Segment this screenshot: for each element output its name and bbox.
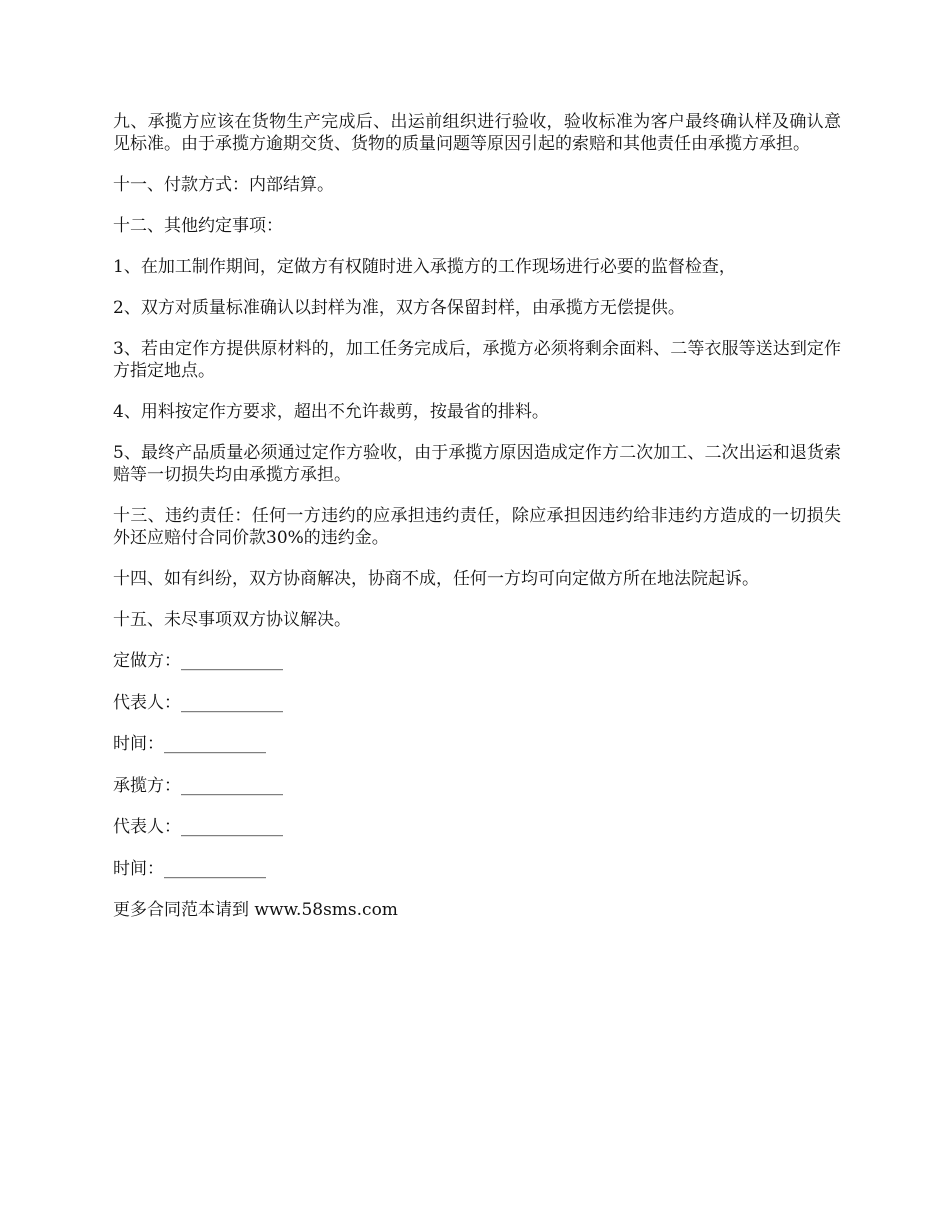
- signature-contractor-date: 时间：____________: [113, 858, 266, 879]
- clause-12-item-5: 5、最终产品质量必须通过定作方验收，由于承揽方原因造成定作方二次加工、二次出运和退货索赔等一切损失均由承揽方承担。: [113, 443, 841, 485]
- signature-orderer-date: 时间：____________: [113, 734, 266, 754]
- signature-contractor-representative: 代表人：____________: [113, 817, 283, 837]
- clause-9-acceptance: 九、承揽方应该在货物生产完成后、出运前组织进行验收，验收标准为客户最终确认样及确认意见标准。由于承揽方逾期交货、货物的质量问题等原因引起的索赔和其他责任由承揽方承担。: [113, 112, 841, 154]
- clause-12-item-2: 2、双方对质量标准确认以封样为准，双方各保留封样，由承揽方无偿提供。: [113, 298, 685, 318]
- clause-14-disputes: 十四、如有纠纷，双方协商解决，协商不成，任何一方均可向定做方所在地法院起诉。: [113, 569, 759, 589]
- footer-link-text: 更多合同范本请到 www.58sms.com: [113, 900, 398, 920]
- clause-12-item-4: 4、用料按定作方要求，超出不允许裁剪，按最省的排料。: [113, 402, 549, 422]
- clause-12-heading: 十二、其他约定事项：: [113, 216, 283, 236]
- document-page: [113, 111, 841, 941]
- signature-contractor: 承揽方：____________: [113, 775, 283, 796]
- clause-11-payment: 十一、付款方式：内部结算。: [113, 175, 334, 195]
- signature-orderer: 定做方：____________: [113, 651, 283, 671]
- clause-15-other: 十五、未尽事项双方协议解决。: [113, 610, 351, 630]
- clause-12-item-3: 3、若由定作方提供原材料的，加工任务完成后，承揽方必须将剩余面料、二等衣服等送达到定作方指定地点。: [113, 339, 841, 381]
- clause-12-item-1: 1、在加工制作期间，定做方有权随时进入承揽方的工作现场进行必要的监督检查，: [113, 257, 736, 277]
- signature-orderer-representative: 代表人：____________: [113, 692, 283, 713]
- clause-13-liability: 十三、违约责任：任何一方违约的应承担违约责任，除应承担因违约给非违约方造成的一切损失外还应赔付合同价款30%的违约金。: [113, 506, 841, 548]
